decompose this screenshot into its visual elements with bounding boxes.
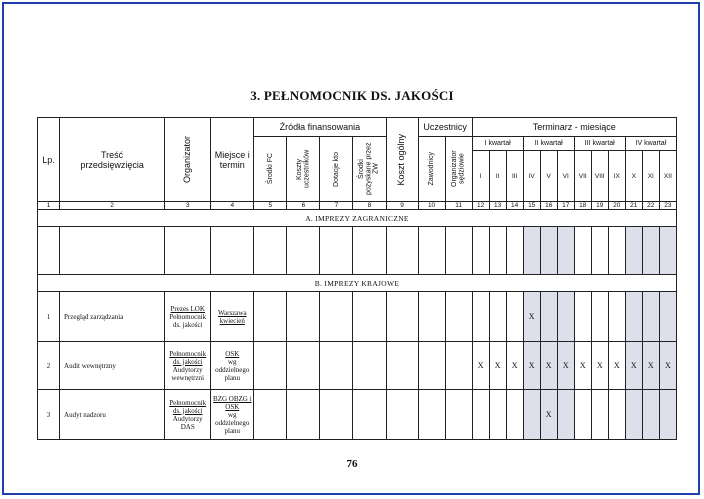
month-header: IV [523, 151, 540, 202]
header-organizer: Organizator [165, 118, 211, 202]
row-lp: 2 [38, 342, 60, 390]
header-fin-zw: Środki pozyskane przez ZW [353, 137, 386, 202]
month-mark: X [591, 342, 608, 390]
month-mark [540, 292, 557, 342]
row-task: Audit wewnętrzny [60, 342, 165, 390]
col-number: 23 [659, 202, 676, 210]
month-header: VIII [591, 151, 608, 202]
month-mark: X [574, 342, 591, 390]
col-number: 10 [418, 202, 445, 210]
header-quarter-2: II kwartał [523, 137, 574, 151]
row-place-time: OSK wg oddzielnego planu [211, 342, 254, 390]
month-header: XI [642, 151, 659, 202]
month-mark [506, 390, 523, 440]
month-mark [557, 390, 574, 440]
month-mark [608, 292, 625, 342]
row-place-time: BZG OBZG i OSK wg oddzielnego planu [211, 390, 254, 440]
col-number: 15 [523, 202, 540, 210]
month-mark: X [540, 342, 557, 390]
table-row [38, 292, 677, 342]
table-row [38, 390, 677, 440]
col-number: 2 [60, 202, 165, 210]
page-title: 3. PEŁNOMOCNIK DS. JAKOŚCI [250, 88, 454, 103]
row-organizer: Pełnomocnik ds. jakości Audytorzy DAS [165, 390, 211, 440]
month-mark [557, 292, 574, 342]
col-number: 7 [320, 202, 353, 210]
month-mark [506, 292, 523, 342]
month-mark [591, 390, 608, 440]
header-total-cost: Koszt ogólny [386, 118, 418, 202]
month-header: VII [574, 151, 591, 202]
month-header: II [489, 151, 506, 202]
month-mark [489, 390, 506, 440]
col-number: 17 [557, 202, 574, 210]
month-mark [489, 292, 506, 342]
schedule-table [37, 117, 677, 440]
month-mark [472, 292, 489, 342]
month-header: I [472, 151, 489, 202]
col-number: 19 [591, 202, 608, 210]
month-mark: X [472, 342, 489, 390]
month-mark [625, 292, 642, 342]
row-lp: 1 [38, 292, 60, 342]
header-lp: Lp. [38, 118, 60, 202]
month-mark: X [642, 342, 659, 390]
month-mark: X [523, 292, 540, 342]
table-row-empty [38, 227, 677, 275]
month-mark: X [608, 342, 625, 390]
header-referees: Organizator sędziowie [445, 137, 472, 202]
month-header: XII [659, 151, 676, 202]
header-fin-participant-costs: Koszty uczestników [287, 137, 320, 202]
month-mark: X [489, 342, 506, 390]
col-number: 8 [353, 202, 386, 210]
month-mark: X [659, 342, 676, 390]
month-header: III [506, 151, 523, 202]
header-quarter-1: I kwartał [472, 137, 523, 151]
header-financing: Źródła finansowania [254, 118, 386, 137]
col-number: 9 [386, 202, 418, 210]
col-number: 4 [211, 202, 254, 210]
row-task: Audyt nadzoru [60, 390, 165, 440]
col-number: 18 [574, 202, 591, 210]
header-quarter-4: IV kwartał [625, 137, 676, 151]
header-content: Treść przedsięwzięcia [60, 118, 165, 202]
month-mark [574, 390, 591, 440]
col-number: 1 [38, 202, 60, 210]
col-number: 22 [642, 202, 659, 210]
header-fin-fc: Środki FC [254, 137, 287, 202]
row-organizer: Pełnomocnik ds. jakości Audytorzy wewnętrzni [165, 342, 211, 390]
month-header: V [540, 151, 557, 202]
month-mark: X [540, 390, 557, 440]
month-mark [574, 292, 591, 342]
header-athletes: Zawodnicy [418, 137, 445, 202]
col-number: 6 [287, 202, 320, 210]
header-quarter-3: III kwartał [574, 137, 625, 151]
month-mark [642, 390, 659, 440]
month-mark: X [625, 342, 642, 390]
col-number: 3 [165, 202, 211, 210]
col-number: 20 [608, 202, 625, 210]
header-fin-grants: Dotacje kto [320, 137, 353, 202]
row-task: Przegląd zarządzania [60, 292, 165, 342]
col-number: 14 [506, 202, 523, 210]
page-number: 76 [346, 458, 358, 470]
month-mark [472, 390, 489, 440]
col-number: 5 [254, 202, 287, 210]
month-mark [625, 390, 642, 440]
month-mark [608, 390, 625, 440]
col-number: 21 [625, 202, 642, 210]
month-mark [659, 390, 676, 440]
month-mark [591, 292, 608, 342]
col-number: 11 [445, 202, 472, 210]
row-place-time: Warszawa kwiecień [211, 292, 254, 342]
month-header: VI [557, 151, 574, 202]
month-header: X [625, 151, 642, 202]
month-mark: X [557, 342, 574, 390]
month-mark [642, 292, 659, 342]
month-mark [523, 390, 540, 440]
header-participants: Uczestnicy [418, 118, 472, 137]
row-lp: 3 [38, 390, 60, 440]
section-foreign-events: A. IMPREZY ZAGRANICZNE [38, 210, 677, 227]
row-organizer: Prezes LOK Pełnomocnik ds. jakości [165, 292, 211, 342]
table-row [38, 342, 677, 390]
section-domestic-events: B. IMPREZY KRAJOWE [38, 275, 677, 292]
col-number: 12 [472, 202, 489, 210]
col-number: 13 [489, 202, 506, 210]
header-place-time: Miejsce i termin [211, 118, 254, 202]
month-header: IX [608, 151, 625, 202]
month-mark: X [506, 342, 523, 390]
col-number: 16 [540, 202, 557, 210]
header-schedule: Terminarz - miesiące [472, 118, 676, 137]
month-mark [659, 292, 676, 342]
month-mark: X [523, 342, 540, 390]
